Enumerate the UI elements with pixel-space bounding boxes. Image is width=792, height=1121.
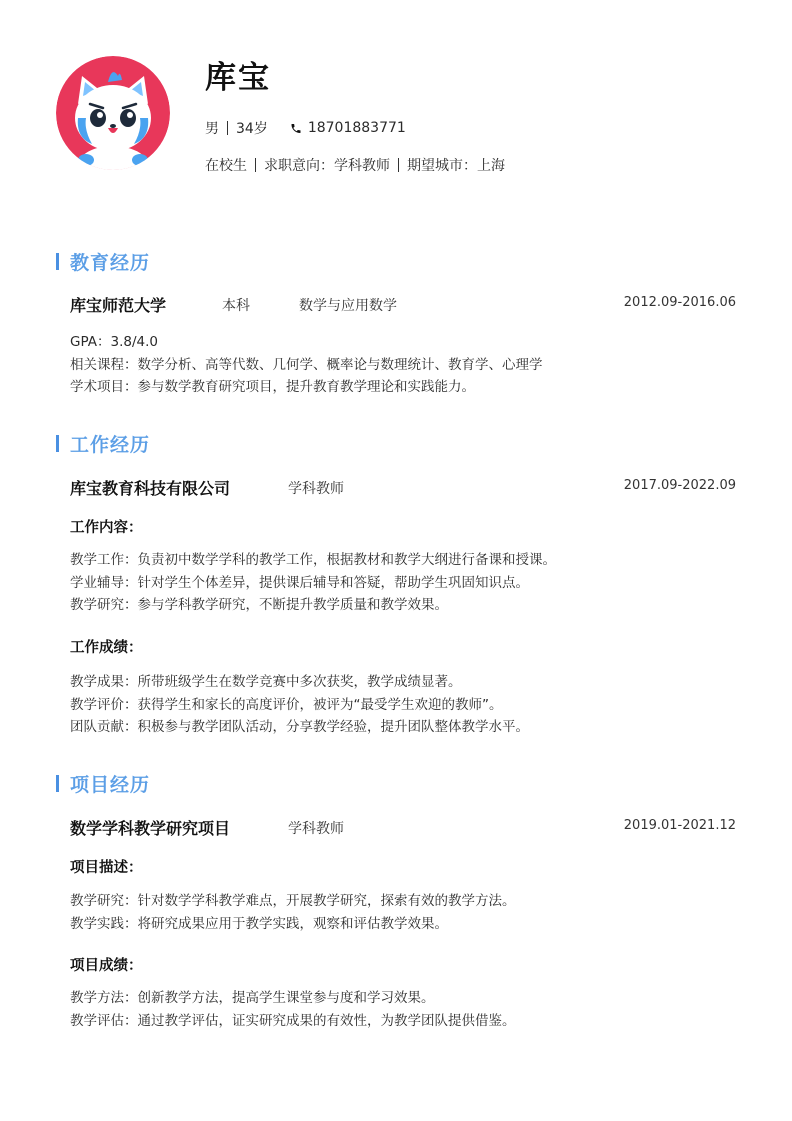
list-item: 教学工作：负责初中数学学科的教学工作，根据教材和教学大纲进行备课和授课。 xyxy=(70,552,556,568)
status: 在校生 xyxy=(205,158,247,174)
work-content-list xyxy=(70,549,750,617)
section-project-title: 项目经历 xyxy=(56,770,150,797)
project-name: 数学学科教学研究项目 xyxy=(70,819,231,838)
list-item: 学术项目：参与数学教育研究项目，提升教育教学理论和实践能力。 xyxy=(70,379,475,395)
section-accent-bar xyxy=(56,435,59,452)
project-date: 2019.01-2021.12 xyxy=(623,818,736,833)
basic-info-row xyxy=(205,118,406,138)
job-intent: 求职意向：学科教师 xyxy=(264,158,390,174)
age: 34岁 xyxy=(236,121,268,137)
project-role: 学科教师 xyxy=(288,821,344,837)
candidate-name: 库宝 xyxy=(205,60,271,96)
list-item: GPA：3.8/4.0 xyxy=(70,334,158,350)
phone-number: 18701883771 xyxy=(307,120,406,136)
work-entry-header xyxy=(70,476,736,498)
job-role: 学科教师 xyxy=(288,481,344,497)
section-education-title: 教育经历 xyxy=(56,248,150,275)
work-achievements-title: 工作成绩： xyxy=(70,640,143,656)
list-item: 相关课程：数学分析、高等代数、几何学、概率论与数理统计、教育学、心理学 xyxy=(70,356,543,373)
degree: 本科 xyxy=(222,298,250,314)
section-work-title: 工作经历 xyxy=(56,430,150,457)
divider xyxy=(227,121,228,135)
job-intent-row xyxy=(205,155,505,175)
divider xyxy=(398,158,399,172)
list-item: 教学研究：参与学科教学研究，不断提升教学质量和教学效果。 xyxy=(70,597,448,613)
list-item: 教学成果：所带班级学生在数学竞赛中多次获奖，教学成绩显著。 xyxy=(70,674,462,690)
section-accent-bar xyxy=(56,775,59,792)
company-name: 库宝教育科技有限公司 xyxy=(70,479,231,498)
divider xyxy=(255,158,256,172)
gender: 男 xyxy=(205,121,219,137)
avatar xyxy=(56,56,170,170)
section-accent-bar xyxy=(56,253,59,270)
list-item: 教学评估：通过教学评估，证实研究成果的有效性，为教学团队提供借鉴。 xyxy=(70,1012,516,1029)
project-entry-header xyxy=(70,816,736,838)
school-name: 库宝师范大学 xyxy=(70,296,167,315)
list-item: 教学评价：获得学生和家长的高度评价，被评为“最受学生欢迎的教师”。 xyxy=(70,696,503,713)
project-result-title: 项目成绩： xyxy=(70,958,143,974)
list-item: 教学方法：创新教学方法，提高学生课堂参与度和学习效果。 xyxy=(70,990,435,1006)
major: 数学与应用数学 xyxy=(299,298,397,314)
phone xyxy=(290,120,406,136)
work-achievements-list xyxy=(70,671,750,739)
project-desc-title: 项目描述： xyxy=(70,860,143,876)
work-content-title: 工作内容： xyxy=(70,520,143,536)
project-desc-list xyxy=(70,890,750,935)
list-item: 教学研究：针对数学学科教学难点，开展教学研究，探索有效的教学方法。 xyxy=(70,893,516,909)
list-item: 教学实践：将研究成果应用于教学实践，观察和评估教学效果。 xyxy=(70,915,448,932)
list-item: 学业辅导：针对学生个体差异，提供课后辅导和答疑，帮助学生巩固知识点。 xyxy=(70,574,529,591)
project-result-list xyxy=(70,987,750,1032)
list-item: 团队贡献：积极参与教学团队活动，分享教学经验，提升团队整体教学水平。 xyxy=(70,719,529,735)
education-details xyxy=(70,331,750,399)
expected-city: 期望城市：上海 xyxy=(407,158,505,174)
education-entry-header xyxy=(70,293,736,315)
work-date: 2017.09-2022.09 xyxy=(623,478,736,493)
phone-icon xyxy=(290,122,302,135)
education-date: 2012.09-2016.06 xyxy=(623,295,736,310)
